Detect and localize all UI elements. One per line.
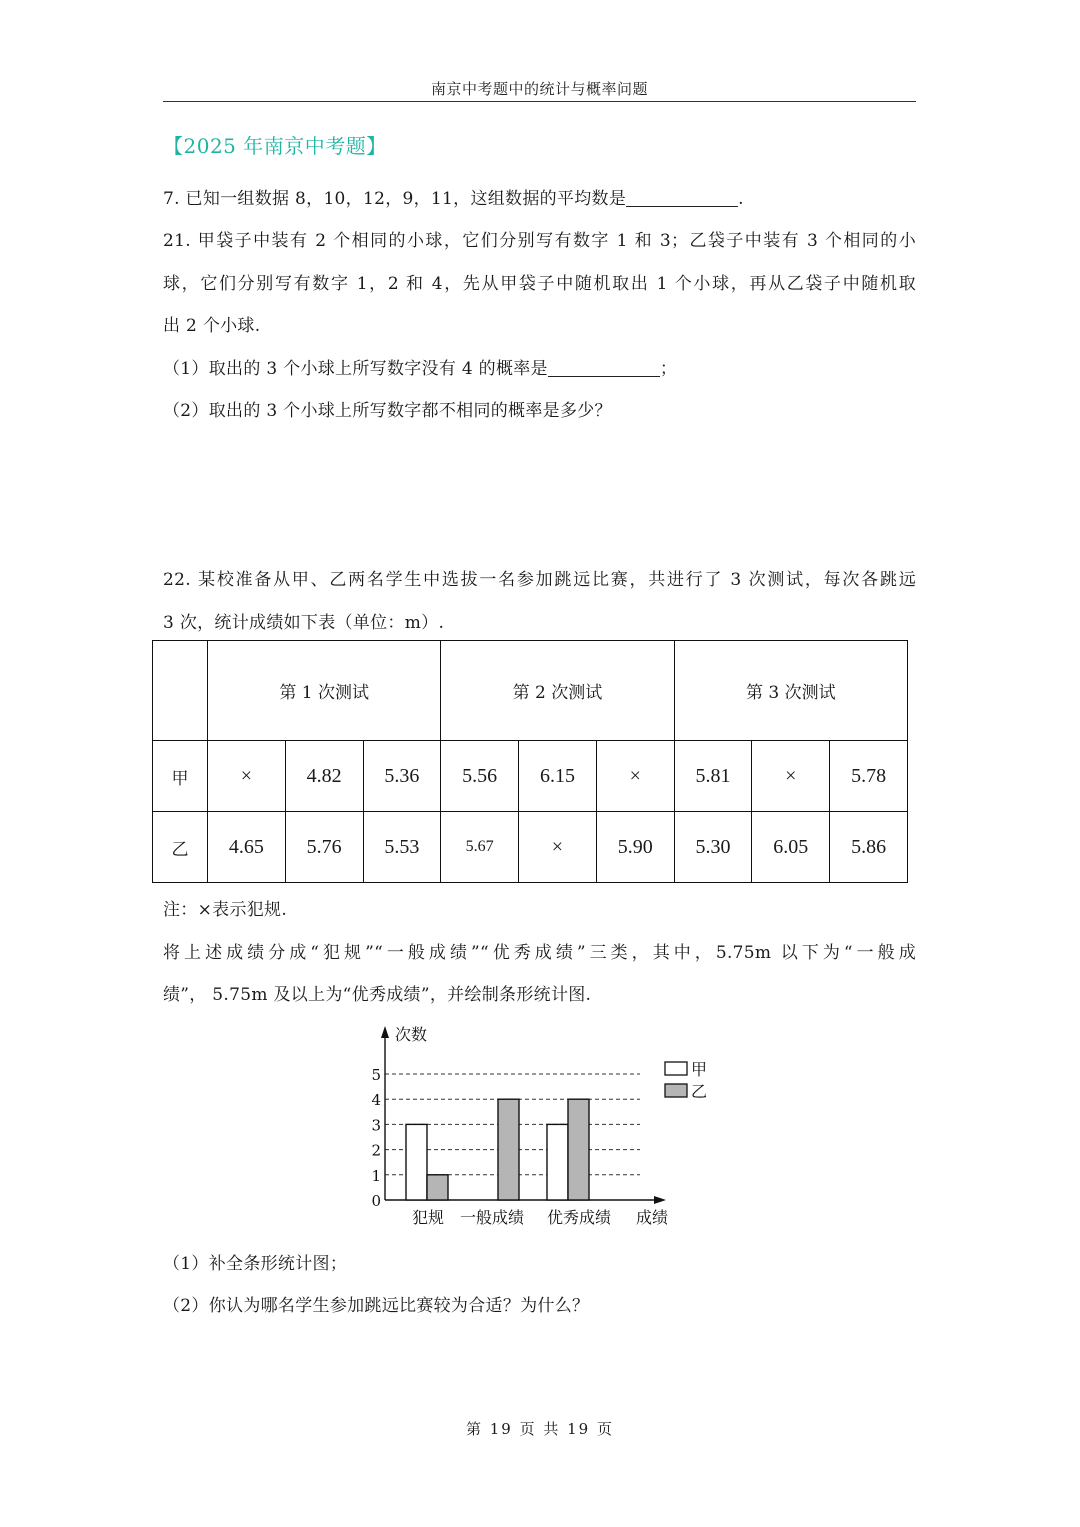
header-test-3: 第 3 次测试 [674, 641, 907, 741]
table-cell: 4.82 [285, 741, 363, 812]
bar-乙 [568, 1099, 589, 1200]
table-cell: 4.65 [208, 812, 286, 883]
table-cell: 5.56 [441, 741, 519, 812]
section-title: 【2025 年南京中考题】 [163, 134, 387, 158]
x-axis-arrow [654, 1196, 666, 1204]
q22-sub-2: （2）你认为哪名学生参加跳远比赛较为合适？为什么？ [163, 1296, 590, 1316]
x-tick-label: 犯规 [411, 1208, 445, 1227]
table-cell: 5.53 [363, 812, 441, 883]
table-cell: 6.15 [519, 741, 597, 812]
legend-swatch-乙 [665, 1084, 687, 1097]
scores-table [152, 640, 908, 883]
x-axis-title: 成绩 [636, 1208, 669, 1227]
q22-line-2: 3 次，统计成绩如下表（单位：m）. [163, 613, 445, 633]
bar-chart [360, 1018, 720, 1236]
q22-para-1: 将上述成绩分成“犯规”“一般成绩”“优秀成绩”三类，其中，5.75m 以下为“一般成 [163, 943, 916, 963]
page-footer: 第 19 页 共 19 页 [465, 1420, 614, 1438]
legend-label: 乙 [691, 1082, 708, 1101]
x-tick-label: 优秀成绩 [546, 1208, 612, 1227]
q7-end: . [738, 189, 744, 209]
q21-sub-1 [163, 354, 677, 379]
y-axis-title: 次数 [395, 1025, 428, 1044]
q7-text: 7. 已知一组数据 8，10，12，9，11，这组数据的平均数是 [163, 189, 627, 209]
q7-answer-blank [626, 190, 738, 207]
q21-sub-2: （2）取出的 3 个小球上所写数字都不相同的概率是多少？ [163, 401, 612, 421]
y-tick-label: 1 [371, 1166, 381, 1185]
table-note: 注：×表示犯规. [163, 900, 288, 920]
bar-乙 [427, 1175, 448, 1200]
q22-sub-1: （1）补全条形统计图； [163, 1254, 348, 1274]
header-test-1: 第 1 次测试 [208, 641, 441, 741]
q21-sub1-answer-blank [548, 360, 660, 377]
y-tick-label: 3 [371, 1116, 381, 1135]
table-cell: × [596, 741, 674, 812]
table-row-jia [153, 741, 908, 812]
y-axis-arrow [381, 1026, 389, 1038]
row-label-yi: 乙 [153, 812, 208, 883]
page-header: 南京中考题中的统计与概率问题 [430, 80, 648, 98]
header-test-2: 第 2 次测试 [441, 641, 674, 741]
table-cell: × [519, 812, 597, 883]
legend-swatch-甲 [665, 1062, 687, 1075]
question-7 [163, 184, 744, 209]
row-label-jia: 甲 [153, 741, 208, 812]
table-cell: 5.76 [285, 812, 363, 883]
y-tick-label: 5 [371, 1066, 381, 1084]
q21-line-2: 球，它们分别写有数字 1，2 和 4，先从甲袋子中随机取出 1 个小球，再从乙袋子中随机取 [163, 274, 916, 294]
y-tick-label: 0 [371, 1192, 381, 1210]
table-header-row [153, 641, 908, 741]
y-tick-label: 2 [371, 1141, 381, 1160]
table-cell: × [208, 741, 286, 812]
table-cell: 5.67 [441, 812, 519, 883]
table-cell: 5.78 [830, 741, 908, 812]
bar-甲 [406, 1124, 427, 1200]
table-row-yi [153, 812, 908, 883]
q22-line-1: 22. 某校准备从甲、乙两名学生中选拔一名参加跳远比赛，共进行了 3 次测试，每次各跳远 [163, 570, 916, 590]
x-tick-label: 一般成绩 [459, 1208, 525, 1227]
q22-para-2: 绩”， 5.75m 及以上为“优秀成绩”，并绘制条形统计图. [163, 985, 592, 1005]
bar-甲 [547, 1124, 568, 1200]
table-cell: 5.36 [363, 741, 441, 812]
q21-line-1: 21. 甲袋子中装有 2 个相同的小球，它们分别写有数字 1 和 3；乙袋子中装有 3 个相同的小 [163, 231, 916, 251]
legend-label: 甲 [691, 1060, 708, 1079]
table-cell: 5.90 [596, 812, 674, 883]
table-cell: 5.30 [674, 812, 752, 883]
y-tick-label: 4 [371, 1091, 381, 1110]
bar-乙 [498, 1099, 519, 1200]
table-cell: × [752, 741, 830, 812]
table-cell: 6.05 [752, 812, 830, 883]
table-corner-cell [153, 641, 208, 741]
table-cell: 5.81 [674, 741, 752, 812]
q21-sub1-end: ； [659, 359, 678, 379]
q21-sub1-text: （1）取出的 3 个小球上所写数字没有 4 的概率是 [163, 359, 548, 379]
header-rule [163, 101, 916, 102]
q21-line-3: 出 2 个小球. [163, 316, 261, 336]
table-cell: 5.86 [830, 812, 908, 883]
